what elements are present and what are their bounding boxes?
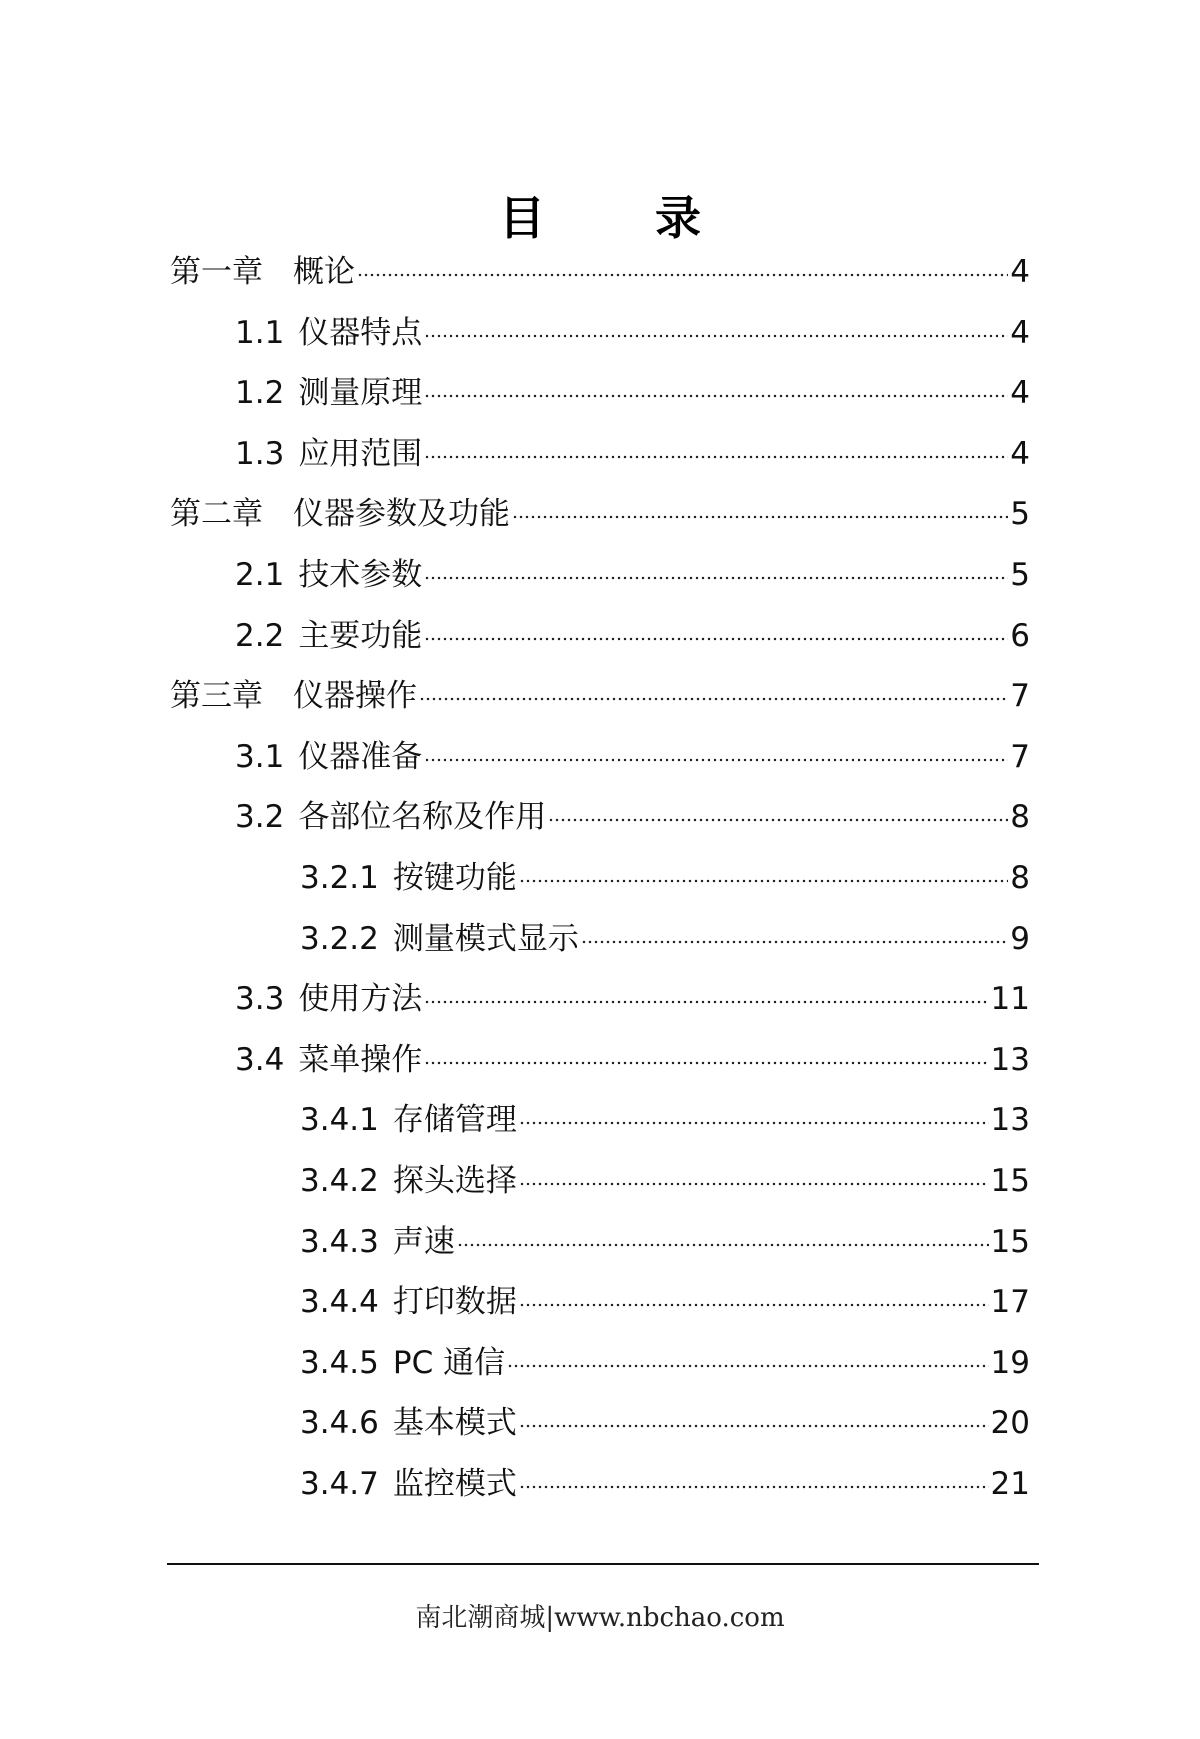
toc-dot-leader	[519, 1403, 989, 1429]
toc-dot-leader	[519, 858, 1008, 884]
toc-page-number: 15	[990, 1162, 1030, 1199]
toc-entry-label: 主要功能	[298, 617, 423, 654]
toc-page-number: 8	[1010, 859, 1030, 896]
toc-dot-leader	[424, 555, 1008, 581]
toc-dot-leader	[519, 1100, 989, 1126]
toc-page-number: 5	[1010, 496, 1030, 533]
toc-entry-title	[300, 1343, 505, 1383]
toc-entry-label: 使用方法	[298, 981, 423, 1018]
toc-dot-leader	[424, 1040, 988, 1066]
toc-entry-label: 基本模式	[392, 1405, 517, 1442]
toc-entry-label: 仪器参数及功能	[293, 496, 510, 533]
toc-entry-title	[300, 1100, 517, 1140]
toc-entry-title	[300, 1403, 517, 1443]
toc-entry-label: 存储管理	[392, 1102, 517, 1139]
toc-page-number: 9	[1010, 920, 1030, 957]
toc-entry[interactable]	[170, 1100, 1030, 1161]
title-char-1: 目	[499, 191, 545, 245]
toc-entry-label: 监控模式	[392, 1465, 517, 1502]
table-of-contents	[170, 252, 1030, 1524]
toc-entry-label: 测量模式显示	[392, 920, 579, 957]
toc-entry-number: 3.4.6	[300, 1405, 379, 1442]
toc-entry-number: 3.4.2	[300, 1162, 379, 1199]
toc-entry-number: 第一章	[170, 254, 263, 290]
toc-entry-number: 1.1	[235, 314, 285, 351]
toc-entry-title	[300, 858, 517, 898]
toc-entry-title	[235, 616, 422, 656]
toc-entry[interactable]	[170, 919, 1030, 980]
toc-entry-number: 1.2	[235, 375, 285, 412]
toc-dot-leader	[424, 434, 1008, 460]
toc-entry-title	[300, 1222, 455, 1262]
toc-page-number: 4	[1010, 314, 1030, 351]
toc-dot-leader	[519, 1464, 989, 1490]
toc-entry[interactable]	[170, 1282, 1030, 1343]
toc-entry-number: 3.4.5	[300, 1344, 379, 1381]
toc-entry-label: 菜单操作	[298, 1041, 423, 1078]
toc-page-number: 7	[1010, 738, 1030, 775]
toc-entry-title	[235, 555, 422, 595]
toc-entry[interactable]	[170, 1464, 1030, 1525]
toc-dot-leader	[519, 1282, 989, 1308]
toc-entry-label: 仪器准备	[298, 738, 423, 775]
page-title	[0, 182, 1200, 248]
toc-dot-leader	[419, 676, 1008, 702]
toc-page-number: 13	[990, 1041, 1030, 1078]
toc-entry-number: 3.2.1	[300, 859, 379, 896]
toc-dot-leader	[548, 797, 1008, 823]
toc-entry-title	[235, 979, 422, 1019]
title-char-2: 录	[655, 191, 701, 245]
toc-dot-leader	[519, 1161, 989, 1187]
toc-entry-label: 打印数据	[392, 1284, 517, 1321]
toc-entry-label: 声速	[392, 1223, 455, 1260]
toc-entry[interactable]	[170, 373, 1030, 434]
toc-page-number: 13	[990, 1102, 1030, 1139]
toc-entry-number: 3.1	[235, 738, 285, 775]
toc-entry-number: 3.4.7	[300, 1465, 379, 1502]
toc-entry[interactable]	[170, 434, 1030, 495]
toc-entry-title	[235, 313, 422, 353]
toc-dot-leader	[512, 494, 1008, 520]
toc-entry[interactable]	[170, 1343, 1030, 1404]
toc-page-number: 6	[1010, 617, 1030, 654]
toc-page-number: 5	[1010, 556, 1030, 593]
toc-page-number: 4	[1010, 254, 1030, 290]
toc-dot-leader	[424, 616, 1008, 642]
toc-entry[interactable]	[170, 616, 1030, 677]
toc-entry-label: 技术参数	[298, 556, 423, 593]
toc-page-number: 8	[1010, 799, 1030, 836]
toc-entry-title	[300, 1161, 517, 1201]
toc-entry[interactable]	[170, 1222, 1030, 1283]
toc-entry-label: 各部位名称及作用	[298, 799, 547, 836]
toc-dot-leader	[457, 1222, 989, 1248]
toc-entry-number: 3.2	[235, 799, 285, 836]
toc-entry-title	[300, 919, 579, 959]
toc-page-number: 21	[990, 1465, 1030, 1502]
toc-dot-leader	[507, 1343, 988, 1369]
toc-page-number: 11	[990, 981, 1030, 1018]
toc-entry[interactable]	[170, 858, 1030, 919]
toc-entry-number: 1.3	[235, 435, 285, 472]
toc-entry-title	[235, 434, 422, 474]
toc-entry-title	[300, 1282, 517, 1322]
toc-entry-title	[235, 797, 546, 837]
toc-entry[interactable]	[170, 555, 1030, 616]
toc-entry-number: 3.2.2	[300, 920, 379, 957]
toc-entry-number: 3.4.3	[300, 1223, 379, 1260]
toc-entry-number: 3.4.1	[300, 1102, 379, 1139]
toc-entry-label: 仪器特点	[298, 314, 423, 351]
toc-entry[interactable]	[170, 1403, 1030, 1464]
toc-entry-title	[170, 252, 355, 292]
toc-entry-label: 应用范围	[298, 435, 423, 472]
toc-entry-label: 探头选择	[392, 1162, 517, 1199]
toc-entry-number: 2.2	[235, 617, 285, 654]
toc-page-number: 7	[1010, 678, 1030, 715]
toc-dot-leader	[424, 313, 1008, 339]
toc-dot-leader	[424, 979, 988, 1005]
footer-text: 南北潮商城|www.nbchao.com	[415, 1603, 785, 1633]
toc-entry-title	[235, 1040, 422, 1080]
toc-entry-title	[170, 494, 510, 534]
toc-dot-leader	[357, 252, 1008, 278]
toc-entry-number: 3.3	[235, 981, 285, 1018]
toc-entry-title	[235, 373, 422, 413]
toc-dot-leader	[581, 919, 1008, 945]
toc-entry-label: 仪器操作	[293, 678, 417, 715]
toc-entry[interactable]	[170, 1040, 1030, 1101]
toc-page-number: 15	[990, 1223, 1030, 1260]
toc-entry-label: 按键功能	[392, 859, 517, 896]
toc-entry[interactable]	[170, 313, 1030, 374]
toc-entry-title	[170, 676, 417, 716]
toc-entry[interactable]	[170, 676, 1030, 737]
toc-entry-title	[300, 1464, 517, 1504]
toc-entry-number: 2.1	[235, 556, 285, 593]
toc-page-number: 19	[990, 1344, 1030, 1381]
toc-entry-label: PC 通信	[392, 1344, 506, 1381]
toc-dot-leader	[424, 373, 1008, 399]
footer-divider	[167, 1563, 1039, 1565]
toc-entry[interactable]	[170, 797, 1030, 858]
toc-entry[interactable]	[170, 494, 1030, 555]
toc-entry-number: 3.4.4	[300, 1284, 379, 1321]
toc-entry-number: 3.4	[235, 1041, 285, 1078]
toc-entry[interactable]	[170, 252, 1030, 313]
toc-page-number: 4	[1010, 375, 1030, 412]
toc-entry-label: 概论	[293, 254, 355, 290]
toc-entry[interactable]	[170, 979, 1030, 1040]
toc-entry[interactable]	[170, 1161, 1030, 1222]
toc-entry-title	[235, 737, 422, 777]
toc-entry-label: 测量原理	[298, 375, 423, 412]
toc-entry-number: 第二章	[170, 496, 263, 533]
toc-entry-number: 第三章	[170, 678, 263, 715]
toc-dot-leader	[424, 737, 1008, 763]
toc-entry[interactable]	[170, 737, 1030, 798]
toc-page-number: 4	[1010, 435, 1030, 472]
toc-page-number: 17	[990, 1284, 1030, 1321]
toc-page-number: 20	[990, 1405, 1030, 1442]
